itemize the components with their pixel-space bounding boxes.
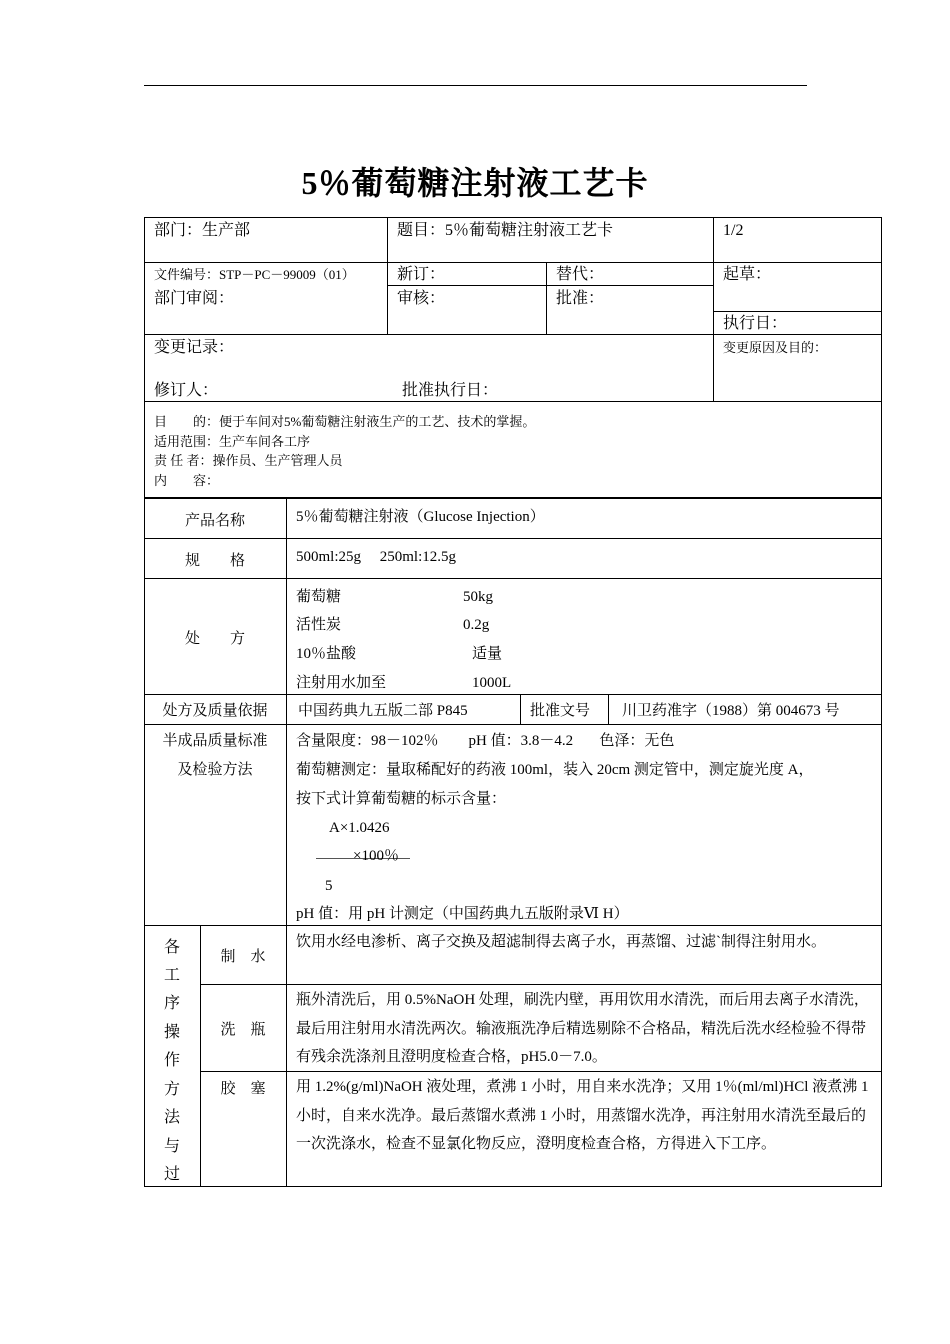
basis-value: 中国药典九五版二部 P845 — [298, 703, 468, 719]
basis-label: 处方及质量依据 — [162, 703, 268, 719]
step-text-stopper: 用 1.2%(g/ml)NaOH 液处理，煮沸 1 小时，用自来水洗净；又用 1％(ml/ml)HCl 液煮沸 1 小时，自来水洗净。最后蒸馏水煮沸 1 小时，用蒸馏水洗净，再注射用水清洗至最后的一次洗涤水，检查不显氯化物反应，澄明度检查合格，方得进入下工序。 — [296, 1079, 869, 1152]
scope-line: 适用范围：生产车间各工序 — [154, 434, 311, 449]
spec-value: 500ml:25g 250ml:12.5g — [296, 549, 457, 565]
change-record-field: 变更记录： — [154, 339, 235, 356]
step-name-water: 制 水 — [220, 949, 266, 965]
process-side-label: 操 — [163, 1024, 180, 1041]
file-number: 文件编号：STP－PC－99009（01） — [154, 267, 355, 282]
change-reason-field: 变更原因及目的： — [723, 340, 828, 355]
approve-exec-date-field: 批准执行日： — [402, 382, 499, 399]
approval-value: 川卫药准字（1988）第 004673 号 — [622, 703, 840, 719]
quality-line: 葡萄糖测定：量取稀配好的药液 100ml，装入 20cm 测定管中，测定旋光度 A， — [296, 762, 814, 778]
content-line: 内 容： — [154, 473, 220, 488]
process-side-label: 与 — [163, 1138, 180, 1155]
replace-field: 替代： — [556, 266, 605, 283]
formula-item: 10％盐酸 — [296, 646, 357, 662]
process-side-label: 序 — [163, 995, 180, 1012]
document-title: 5％葡萄糖注射液工艺卡 — [301, 165, 649, 201]
step-name-bottle: 洗 瓶 — [220, 1022, 266, 1038]
process-side-label: 方 — [163, 1081, 180, 1098]
process-side-label: 作 — [163, 1052, 180, 1069]
exec-date-field: 执行日： — [723, 315, 788, 332]
process-side-label: 法 — [163, 1109, 180, 1126]
step-text-water: 饮用水经电渗析、离子交换及超滤制得去离子水，再蒸馏、过滤`制得注射用水。 — [296, 934, 826, 950]
review-field: 审核： — [397, 290, 446, 307]
formula-amount: 0.2g — [463, 617, 490, 633]
reviser-field: 修订人： — [154, 382, 219, 399]
step-name-stopper: 胶 塞 — [220, 1081, 266, 1097]
dept-field: 部门：生产部 — [154, 222, 251, 239]
quality-label: 半成品质量标准 — [162, 733, 268, 749]
approve-field: 批准： — [556, 290, 605, 307]
page-number: 1/2 — [723, 222, 744, 239]
formula-amount: 50kg — [463, 589, 493, 605]
formula-item: 葡萄糖 — [296, 589, 342, 605]
purpose-line: 目 的：便于车间对5%葡萄糖注射液生产的工艺、技术的掌握。 — [154, 414, 536, 429]
formula-label: 处 方 — [184, 631, 245, 647]
draft-field: 起草： — [723, 266, 772, 283]
header-rule — [144, 85, 807, 86]
dept-review-field: 部门审阅： — [154, 290, 235, 307]
quality-line: pH 值：用 pH 计测定（中国药典九五版附录Ⅵ H） — [296, 906, 629, 922]
process-side-label: 各 — [163, 939, 180, 956]
formula-denominator: 5 — [325, 878, 333, 894]
formula-item: 活性炭 — [296, 617, 342, 633]
quality-line: 按下式计算葡萄糖的标示含量： — [296, 791, 507, 807]
product-name-label: 产品名称 — [184, 513, 245, 529]
formula-item: 注射用水加至 — [296, 675, 387, 691]
quality-line: 含量限度：98－102％ pH 值：3.8－4.2 色泽：无色 — [296, 733, 675, 749]
process-side-label: 工 — [163, 967, 180, 984]
subject-field: 题目：5％葡萄糖注射液工艺卡 — [397, 222, 614, 239]
formula-amount: 适量 — [472, 646, 503, 662]
approval-label: 批准文号 — [530, 703, 591, 719]
product-name-value: 5％葡萄糖注射液（Glucose Injection） — [296, 509, 545, 525]
new-revision-field: 新订： — [397, 266, 446, 283]
process-side-label: 过 — [163, 1166, 180, 1183]
formula-multiplier: ×100％ — [353, 848, 399, 864]
responsible-line: 责 任 者：操作员、生产管理人员 — [154, 453, 343, 468]
formula-numerator: A×1.0426 — [329, 820, 390, 836]
step-text-bottle: 瓶外清洗后，用 0.5%NaOH 处理，刷洗内壁，再用饮用水清洗，而后用去离子水清洗，最后用注射用水清洗两次。输液瓶洗净后精选剔除不合格品，精洗后洗水经检验不得带有残余洗涤剂且澄明度检查合格，pH5.0－7.0。 — [296, 992, 869, 1065]
quality-label-cont: 及检验方法 — [177, 762, 253, 778]
formula-amount: 1000L — [472, 675, 512, 691]
spec-label: 规 格 — [184, 553, 245, 569]
